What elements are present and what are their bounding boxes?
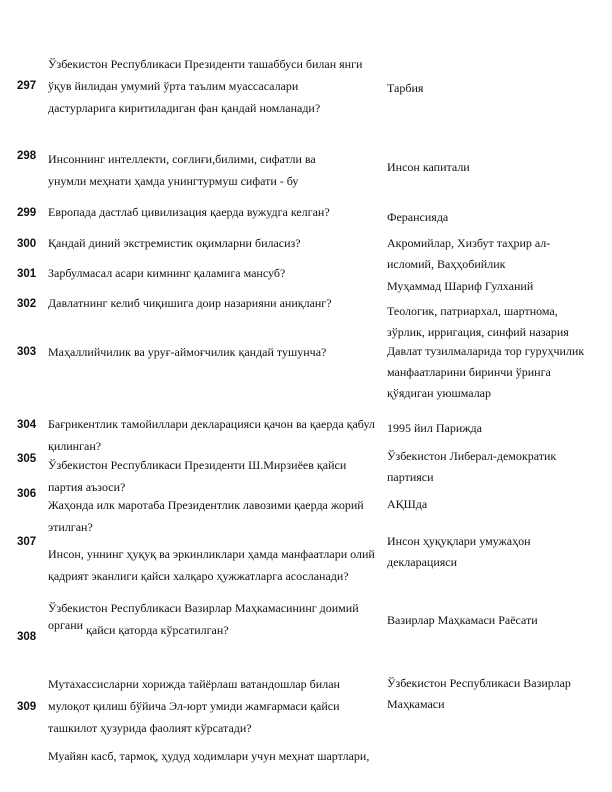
answer-text: Давлат тузилмаларида тор гуруҳчилик манфаатларини биринчи ўринга қўядиган уюшмалар [387,344,585,400]
question-text: Мутахассисларни хорижда тайёрлаш ватандошлар билан мулоқот қилиш бўйича Эл-юрт умиди жамғармаси қайси ташкилот ҳузурида фаолият кўрсатади? [48,677,340,735]
question-number: 302 [17,298,37,310]
question-number: 297 [17,80,37,92]
answer-text: Инсон капитали [387,160,470,174]
question-number: 306 [17,488,37,500]
question-number: 303 [17,346,37,358]
answer-text: Ферансияда [387,210,449,224]
question-text: Инсон, уннинг ҳуқуқ ва эркинликлари ҳамда манфаатлари олий қадрият эканлиги қайси халқаро ҳужжатларга асосланади? [48,547,375,583]
question-text: Инсоннинг интеллекти, соғлиғи,билими, сифатли ва унумли меҳнати ҳамда унингтурмуш сифати - бу [48,152,316,188]
answer-text: АҚШда [387,497,428,511]
answer-text: Ўзбекистон Либерал-демократик партияси [387,449,557,484]
answer-text: Инсон ҳуқуқлари умужаҳон декларацияси [387,534,531,569]
question-number: 305 [17,453,37,465]
question-number: 298 [17,150,37,162]
answer-text: Ўзбекистон Республикаси Вазирлар Маҳкамаси [387,676,571,711]
question-text: Ўзбекистон Республикаси Президенти ташаббуси билан янги ўқув йилидан умумий ўрта таълим муассасалари дастурларига киритиладиган фан қандай номланади? [48,57,363,115]
question-number: 304 [17,419,37,431]
answer-text: Тарбия [387,81,424,95]
answer-text: 1995 йил Парижда [387,421,482,435]
question-text: Жаҳонда илк маротаба Президентлик лавозими қаерда жорий этилган? [48,498,364,534]
question-text: Маҳаллийчилик ва уруғ-аймоғчилик қандай тушунча? [48,345,327,359]
question-number: 301 [17,268,37,280]
question-text: Бағрикентлик тамойиллари декларацияси қачон ва қаерда қабул қилинган? [48,417,375,453]
answer-text: Теологик, патриархал, шартнома, зўрлик, ирригация, синфий назария [387,304,569,339]
question-text: Муайян касб, тармоқ, ҳудуд ходимлари учун меҳнат шартлари, [48,749,370,763]
question-text: Ўзбекистон Республикаси Вазирлар Маҳкамасининг доимий органи қайси қаторда кўрсатилган? [48,601,359,637]
question-text: Европада дастлаб цивилизация қаерда вужудга келган? [48,205,330,219]
question-number: 309 [17,701,37,713]
question-number: 308 [17,631,37,643]
answer-text: Вазирлар Маҳкамаси Раёсати [387,613,538,627]
question-number: 299 [17,207,37,219]
question-text: Ўзбекистон Республикаси Президенти Ш.Мирзиёев қайси партия аъзоси? [48,458,347,494]
question-number: 300 [17,238,37,250]
question-text: Давлатнинг келиб чиқишига доир назарияни аниқланг? [48,296,332,310]
question-number: 307 [17,536,37,548]
answer-text: Акромийлар, Хизбут таҳрир ал- исломий, Ваҳҳобийлик [387,236,551,271]
answer-text: Муҳаммад Шариф Гулханий [387,279,534,293]
question-text: Зарбулмасал асари кимнинг қаламига мансуб? [48,266,286,280]
question-text: Қандай диний экстремистик оқимларни биласиз? [48,236,301,250]
